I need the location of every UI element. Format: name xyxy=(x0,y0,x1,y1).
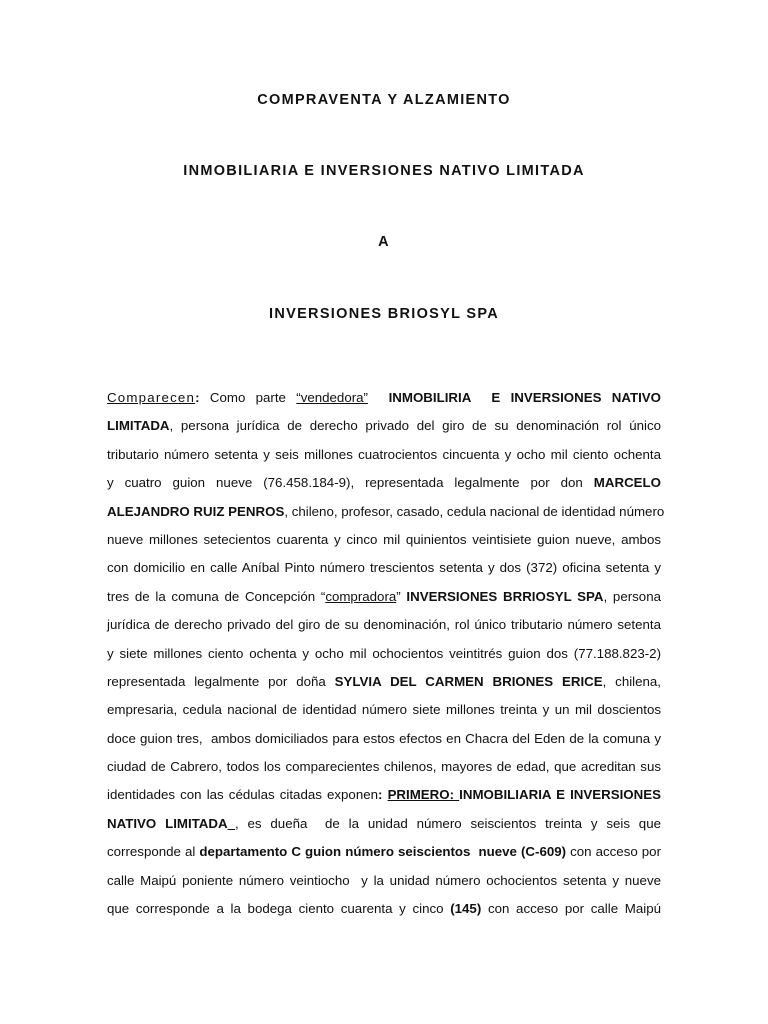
text-line xyxy=(107,526,661,554)
representative-name: SYLVIA DEL CARMEN BRIONES ERICE xyxy=(334,673,603,689)
buyer-heading: INVERSIONES BRIOSYL SPA xyxy=(269,306,499,322)
text-run xyxy=(368,390,389,405)
text-line xyxy=(107,810,661,838)
seller-name: NATIVO LIMITADA xyxy=(107,815,228,831)
text-run: , chilena, xyxy=(602,673,661,689)
text-run: doce guion tres, ambos domiciliados para estos efectos en Chacra del Eden de la comuna y xyxy=(107,730,661,746)
text-run: con domicilio en calle Aníbal Pinto número trescientos setenta y dos (372) oficina setenta y xyxy=(107,560,661,576)
text-line xyxy=(107,696,661,724)
representative-name: ALEJANDRO RUIZ PENROS xyxy=(107,503,285,519)
seller-role: “vendedora” xyxy=(296,390,368,405)
text-line xyxy=(107,781,661,809)
text-run: jurídica de derecho privado del giro de su denominación, rol único tributario número setenta xyxy=(107,617,661,633)
buyer-name: INVERSIONES BRRIOSYL SPA xyxy=(406,588,604,604)
text-line xyxy=(107,441,661,469)
connector-heading: A xyxy=(378,234,390,250)
text-run: , es dueña de la unidad número seiscientos treinta y seis que xyxy=(235,815,661,831)
text-run: con acceso por xyxy=(566,844,661,860)
text-line xyxy=(107,469,661,497)
text-run: tributario número setenta y seis millones cuatrocientos cincuenta y ocho mil ciento ochenta xyxy=(107,446,661,462)
text-run: y cuatro guion nueve (76.458.184-9), representada legalmente por don xyxy=(107,475,594,491)
text-run: calle Maipú poniente número veintiocho y la unidad número ochocientos setenta y nueve xyxy=(107,872,661,888)
buyer-role: compradora xyxy=(325,588,397,604)
text-run: empresaria, cedula nacional de identidad número siete millones treinta y un mil doscientos xyxy=(107,702,661,718)
text-line xyxy=(107,753,661,781)
storage-reference: (145) xyxy=(450,901,482,917)
text-run: que corresponde a la bodega ciento cuarenta y cinco xyxy=(107,901,451,917)
seller-name: INMOBILIARIA E INVERSIONES xyxy=(459,787,661,803)
text-run: nueve millones setecientos cuarenta y cinco mil quinientos veintisiete guion nueve, ambos xyxy=(107,531,661,547)
text-run: ciudad de Cabrero, todos los comparecientes chilenos, mayores de edad, que acreditan sus xyxy=(107,759,661,775)
text-run: corresponde al xyxy=(107,844,200,860)
comparecen-label: Comparecen xyxy=(107,390,196,405)
clause-label: PRIMERO: xyxy=(387,787,460,803)
text-run: ” xyxy=(396,588,407,604)
text-run: : xyxy=(195,390,210,405)
text-run: identidades con las cédulas citadas exponen xyxy=(107,787,379,803)
text-line xyxy=(107,640,661,668)
text-run: , persona jurídica de derecho privado del giro de su denominación rol único xyxy=(169,418,661,434)
text-line xyxy=(107,725,661,753)
document-title: COMPRAVENTA Y ALZAMIENTO xyxy=(257,92,511,108)
text-line xyxy=(107,668,661,696)
text-run: , persona xyxy=(603,588,661,604)
representative-name: MARCELO xyxy=(593,475,661,491)
text-run: representada legalmente por doña xyxy=(107,673,335,689)
text-run: con acceso por calle Maipú xyxy=(481,901,661,917)
body-paragraph xyxy=(107,384,665,923)
text-run: tres de la comuna de Concepción “ xyxy=(107,588,326,604)
text-line xyxy=(107,554,661,582)
text-line xyxy=(107,611,661,639)
text-line xyxy=(107,867,661,895)
text-line xyxy=(107,384,661,412)
seller-name: LIMITADA xyxy=(107,418,170,434)
seller-heading: INMOBILIARIA E INVERSIONES NATIVO LIMITADA xyxy=(183,163,585,179)
text-line xyxy=(107,895,661,923)
seller-name: INMOBILIRIA E INVERSIONES NATIVO xyxy=(388,390,662,405)
text-line xyxy=(107,583,661,611)
text-run: y siete millones ciento ochenta y ocho mil ochocientos veintitrés guion dos (77.188.823-2) xyxy=(107,645,661,661)
text-line xyxy=(107,838,661,866)
text-run: : xyxy=(378,787,388,803)
text-run: , chileno, profesor, casado, cedula nacional de identidad número xyxy=(284,503,665,519)
text-line xyxy=(107,498,665,526)
text-line xyxy=(107,412,661,440)
text-run: _ xyxy=(227,815,236,831)
text-run: Como parte xyxy=(209,390,297,405)
apartment-reference: departamento C guion número seiscientos nueve (C-609) xyxy=(199,844,567,860)
